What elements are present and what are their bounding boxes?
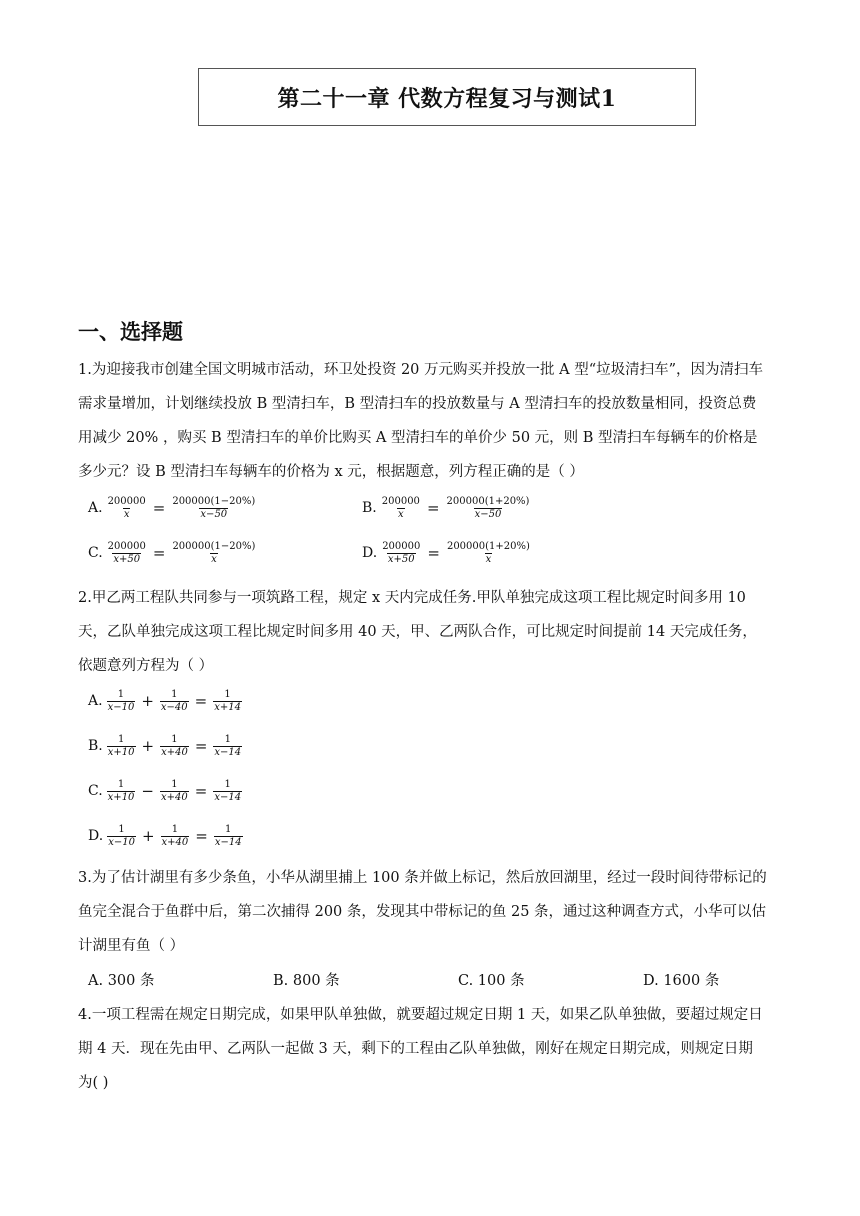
equals-sign: = xyxy=(426,499,440,517)
equals-sign: = xyxy=(152,544,166,562)
q1-option-c xyxy=(88,541,258,565)
operator: + xyxy=(141,827,155,845)
denominator: x−14 xyxy=(214,746,242,758)
title-box xyxy=(198,68,696,126)
option-label: A. xyxy=(88,693,103,709)
denominator: x+50 xyxy=(113,553,141,565)
fraction xyxy=(213,779,242,803)
denominator: x+40 xyxy=(161,746,188,758)
numerator: 1 xyxy=(224,734,231,745)
fraction xyxy=(160,779,189,803)
q2-option-c xyxy=(88,779,244,803)
numerator: 1 xyxy=(117,779,125,790)
fraction xyxy=(107,541,147,565)
operator: + xyxy=(141,737,155,755)
numerator: 200000(1−20%) xyxy=(172,496,256,507)
fraction xyxy=(171,541,256,565)
q3-option-c: C. 100 条 xyxy=(458,973,525,989)
question-1-line-1: 1.为迎接我市创建全国文明城市活动，环卫处投资 20 万元购买并投放一批 A 型“垃圾清扫车”，因为清扫车 xyxy=(78,362,764,378)
numerator: 200000(1+20%) xyxy=(446,496,530,507)
numerator: 1 xyxy=(224,779,231,790)
q3-option-d: D. 1600 条 xyxy=(643,973,720,989)
option-label: B. xyxy=(88,738,103,754)
option-label: A. xyxy=(88,500,103,516)
question-1-line-3: 用减少 20% ，购买 B 型清扫车的单价比购买 A 型清扫车的单价少 50 元，则 B 型清扫车每辆车的价格是 xyxy=(78,430,758,446)
fraction xyxy=(161,824,190,848)
option-label: B. xyxy=(362,500,377,516)
question-1-line-4: 多少元？设 B 型清扫车每辆车的价格为 x 元，根据题意，列方程正确的是（ ） xyxy=(78,464,584,480)
fraction xyxy=(107,779,136,803)
numerator: 1 xyxy=(224,689,231,700)
question-3-line-2: 鱼完全混合于鱼群中后，第二次捕得 200 条，发现其中带标记的鱼 25 条，通过这种调查方式，小华可以估 xyxy=(78,904,767,920)
question-2-line-2: 天，乙队单独完成这项工程比规定时间多用 40 天，甲、乙两队合作，可比规定时间提前 14 天完成任务， xyxy=(78,624,757,640)
denominator: x xyxy=(211,553,217,565)
question-4-line-2: 期 4 天．现在先由甲、乙两队一起做 3 天，剩下的工程由乙队单独做，刚好在规定日期完成，则规定日期 xyxy=(78,1041,753,1057)
fraction xyxy=(160,734,189,758)
numerator: 200000(1+20%) xyxy=(446,541,530,552)
denominator: x−14 xyxy=(214,791,242,803)
numerator: 200000(1−20%) xyxy=(172,541,256,552)
denominator: x xyxy=(485,553,492,565)
denominator: x+40 xyxy=(161,791,188,803)
equals-sign: = xyxy=(427,544,440,562)
fraction xyxy=(446,541,531,565)
equals-sign: = xyxy=(194,692,208,710)
numerator: 1 xyxy=(117,734,125,745)
denominator: x−10 xyxy=(108,836,135,848)
fraction xyxy=(381,496,421,520)
numerator: 1 xyxy=(171,689,178,700)
denominator: x+14 xyxy=(214,701,241,713)
option-label: C. xyxy=(88,545,103,561)
question-4-line-1: 4.一项工程需在规定日期完成，如果甲队单独做，就要超过规定日期 1 天，如果乙队单独做，要超过规定日 xyxy=(78,1007,763,1023)
question-2-line-3: 依题意列方程为（ ） xyxy=(78,658,214,674)
page-title: 第二十一章 代数方程复习与测试1 xyxy=(277,85,617,112)
fraction xyxy=(381,541,421,565)
numerator: 200000 xyxy=(381,496,420,507)
numerator: 1 xyxy=(225,824,232,835)
operator: − xyxy=(141,782,154,800)
q2-option-d xyxy=(88,824,245,848)
denominator: x xyxy=(398,508,404,520)
option-label: D. xyxy=(88,828,104,844)
numerator: 1 xyxy=(171,779,178,790)
equals-sign: = xyxy=(195,827,208,845)
option-label: C. xyxy=(88,783,103,799)
question-2-line-1: 2.甲乙两工程队共同参与一项筑路工程，规定 x 天内完成任务.甲队单独完成这项工程比规定时间多用 10 xyxy=(78,590,746,606)
equals-sign: = xyxy=(152,499,166,517)
option-label: D. xyxy=(362,545,378,561)
numerator: 200000 xyxy=(107,496,146,507)
q2-option-a xyxy=(88,689,244,713)
fraction xyxy=(107,689,136,713)
q3-option-a: A. 300 条 xyxy=(88,973,155,989)
numerator: 200000 xyxy=(382,541,421,552)
fraction xyxy=(446,496,531,520)
denominator: x−50 xyxy=(200,508,228,520)
fraction xyxy=(107,824,136,848)
question-1-line-2: 需求量增加，计划继续投放 B 型清扫车，B 型清扫车的投放数量与 A 型清扫车的投放数量相同，投资总费 xyxy=(78,396,757,412)
section-heading: 一、选择题 xyxy=(78,320,183,344)
denominator: x−10 xyxy=(107,701,135,713)
numerator: 1 xyxy=(171,824,179,835)
fraction xyxy=(160,689,189,713)
fraction xyxy=(213,689,242,713)
numerator: 1 xyxy=(171,734,178,745)
denominator: x−40 xyxy=(160,701,188,713)
q3-option-b: B. 800 条 xyxy=(273,973,340,989)
denominator: x+40 xyxy=(161,836,189,848)
fraction xyxy=(213,734,242,758)
equals-sign: = xyxy=(194,737,208,755)
q1-option-a xyxy=(88,496,258,520)
question-3-line-1: 3.为了估计湖里有多少条鱼，小华从湖里捕上 100 条并做上标记，然后放回湖里，经过一段时间待带标记的 xyxy=(78,870,767,886)
denominator: x−50 xyxy=(474,508,502,520)
fraction xyxy=(171,496,256,520)
question-4-line-3: 为( ) xyxy=(78,1075,109,1091)
q2-option-b xyxy=(88,734,244,758)
equals-sign: = xyxy=(194,782,208,800)
denominator: x+10 xyxy=(107,791,135,803)
denominator: x+10 xyxy=(107,746,135,758)
denominator: x−14 xyxy=(214,836,242,848)
denominator: x xyxy=(123,508,130,520)
operator: + xyxy=(141,692,154,710)
q1-option-d xyxy=(362,541,533,565)
numerator: 1 xyxy=(118,824,125,835)
fraction xyxy=(107,734,136,758)
fraction xyxy=(107,496,147,520)
numerator: 1 xyxy=(117,689,125,700)
numerator: 200000 xyxy=(107,541,146,552)
denominator: x+50 xyxy=(387,553,415,565)
q1-option-b xyxy=(362,496,532,520)
question-3-line-3: 计湖里有鱼（ ） xyxy=(78,938,185,954)
fraction xyxy=(214,824,243,848)
